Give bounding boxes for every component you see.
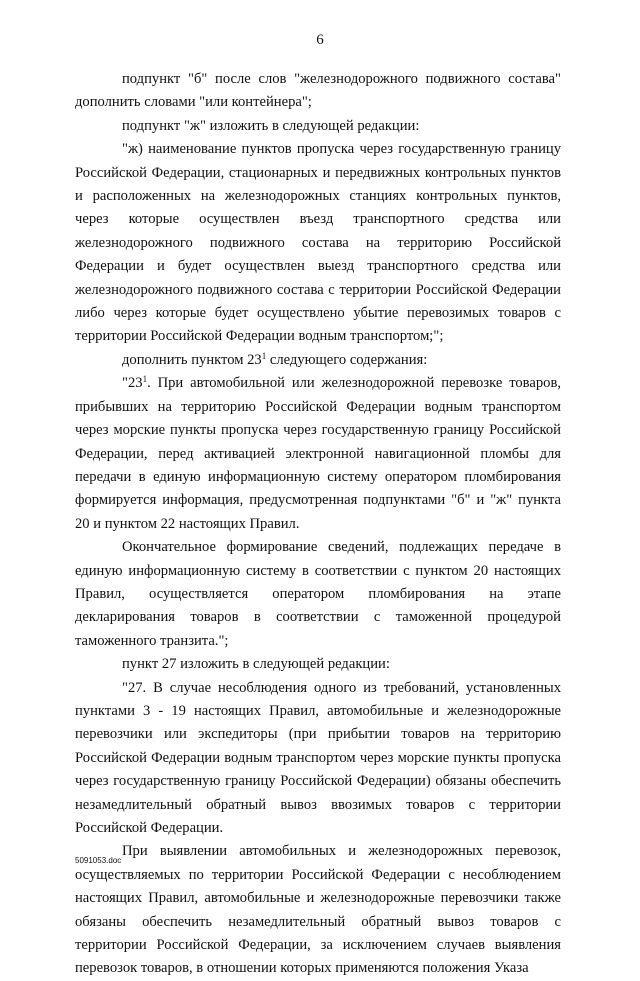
paragraph-point-23-1 <box>75 372 561 536</box>
point-23-1-open: "23 <box>122 375 143 392</box>
superscript: 1 <box>142 374 148 385</box>
paragraph-zh-text: "ж) наименование пунктов пропуска через государственную границу Российской Федерации, стационарных и передвижных контрольных пунктов и расположенных на железнодорожных станциях контрольных пунктов, через которые осуществлен въезд транспортного средства или железнодорожного подвижного состава на территорию Российской Федерации и будет осуществлен выезд транспортного средства или железнодорожного подвижного состава с территории Российской Федерации либо через которые будет осуществлено убытие перевозимых товаров с территории Российской Федерации водным транспортом;"; <box>75 141 561 345</box>
paragraph-supplement-23-1 <box>75 349 561 372</box>
paragraph-27-text: "27. В случае несоблюдения одного из требований, установленных пунктами 3 - 19 настоящих Правил, автомобильные и железнодорожные перевозчики или экспедиторы (при прибытии товаров на территорию Российской Федерации водным транспортом через морские пункты пропуска через государственную границу Российской Федерации) обязаны обеспечить незамедлительный обратный вывоз ввозимых товаров с территории Российской Федерации. <box>75 679 561 836</box>
footer-filename: 5091053.doc <box>75 856 122 865</box>
paragraph-amend-zh: подпункт "ж" изложить в следующей редакции: <box>122 117 420 134</box>
document-body <box>75 68 561 981</box>
paragraph-detection: При выявлении автомобильных и железнодорожных перевозок, осуществляемых по территории Российской Федерации с несоблюдением настоящих Правил, автомобильные и железнодорожные перевозчики также обязаны обеспечить незамедлительный обратный вывоз товаров с территории Российской Федерации, за исключением случаев выявления перевозок товаров, в отношении которых применяются положения Указа <box>75 843 561 977</box>
paragraph-amend-27: пункт 27 изложить в следующей редакции: <box>122 656 390 673</box>
paragraph-amend-b: подпункт "б" после слов "железнодорожного подвижного состава" дополнить словами "или контейнера"; <box>75 71 561 111</box>
supplement-text-before: дополнить пунктом 23 <box>122 351 262 368</box>
page-number: 6 <box>316 32 324 48</box>
supplement-text-after: следующего содержания: <box>266 351 428 368</box>
point-23-1-text: . При автомобильной или железнодорожной перевозке товаров, прибывших на территорию Российской Федерации водным транспортом через морские пункты пропуска через государственную границу Российской Федерации, перед активацией электронной навигационной пломбы для передачи в единую информационную систему оператором пломбирования формируется информация, предусмотренная подпунктами "б" и "ж" пункта 20 и пунктом 22 настоящих Правил. <box>75 375 561 532</box>
superscript: 1 <box>261 350 267 361</box>
paragraph-final-formation: Окончательное формирование сведений, подлежащих передаче в единую информационную систему в соответствии с пунктом 20 настоящих Правил, осуществляется оператором пломбирования на этапе декларирования товаров в соответствии с таможенной процедурой таможенного транзита."; <box>75 539 561 649</box>
